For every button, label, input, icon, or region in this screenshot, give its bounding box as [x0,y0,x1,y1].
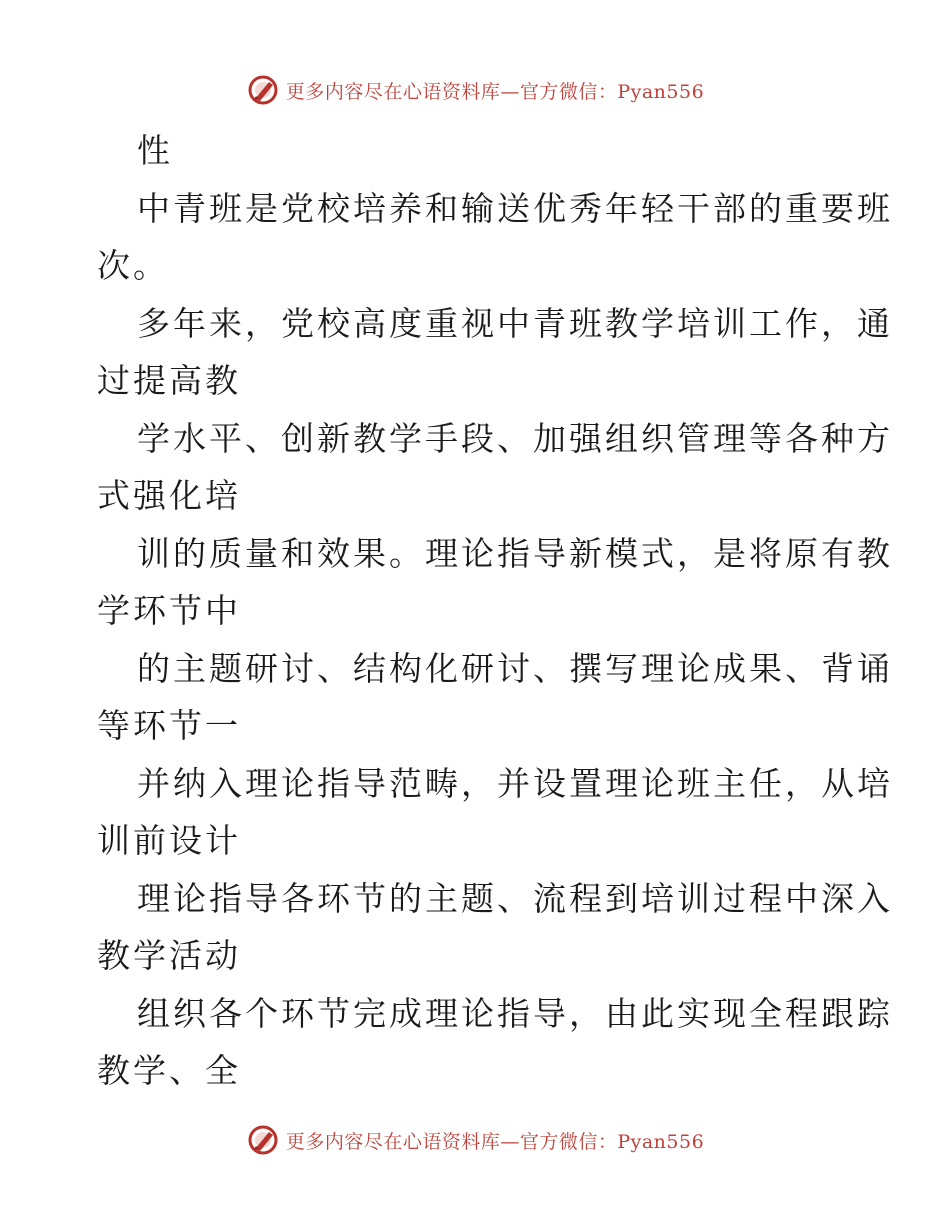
document-body [97,122,893,1100]
text-line: 的主题研讨、结构化研讨、撰写理论成果、背诵 [137,648,893,688]
footer-banner [0,1120,950,1160]
text-line: 性 [137,131,173,170]
pen-nib-logo-icon [246,1123,280,1157]
text-line: 并纳入理论指导范畴，并设置理论班主任，从培 [137,763,893,803]
text-line: 等环节一 [97,706,241,745]
footer-banner-text: 更多内容尽在心语资料库—官方微信：Pyan556 [285,1130,705,1153]
header-banner [0,70,950,110]
text-line: 训的质量和效果。理论指导新模式，是将原有教 [137,533,893,573]
text-line: 训前设计 [97,821,241,860]
text-line: 中青班是党校培养和输送优秀年轻干部的重要班 [137,188,893,228]
header-banner-text: 更多内容尽在心语资料库—官方微信：Pyan556 [285,80,705,103]
text-line: 次。 [97,246,169,285]
text-line: 理论指导各环节的主题、流程到培训过程中深入 [137,878,893,918]
text-line: 学环节中 [97,591,241,630]
text-line: 式强化培 [97,476,241,515]
text-line: 过提高教 [97,361,241,400]
text-line: 教学活动 [97,936,241,975]
text-line: 学水平、创新教学手段、加强组织管理等各种方 [137,418,893,458]
text-line: 多年来，党校高度重视中青班教学培训工作，通 [137,303,893,343]
text-line: 组织各个环节完成理论指导，由此实现全程跟踪 [137,993,893,1033]
pen-nib-logo-icon [246,73,280,107]
text-line: 教学、全 [97,1051,241,1090]
